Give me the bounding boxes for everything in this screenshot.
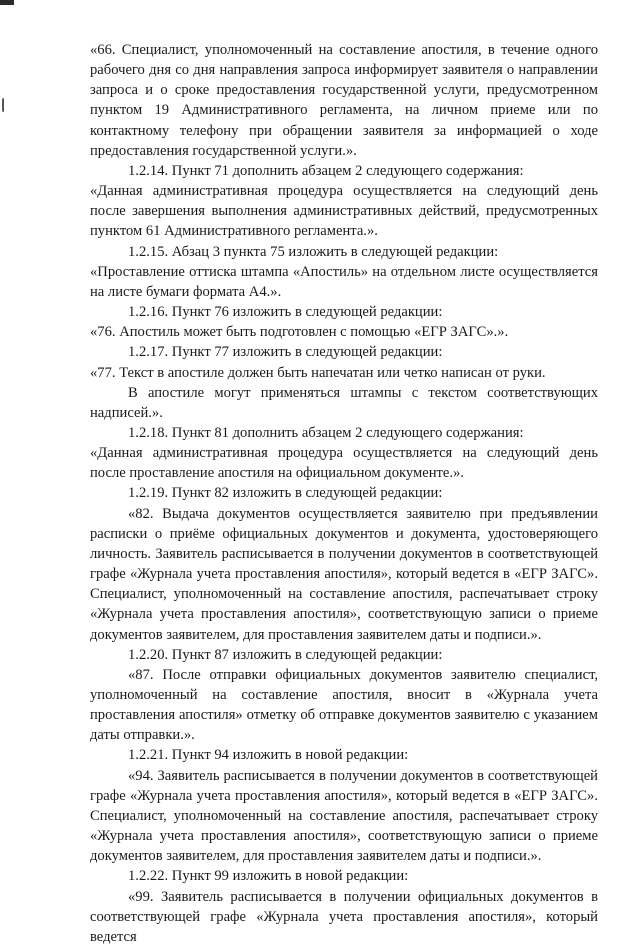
- amendment-1-2-15: 1.2.15. Абзац 3 пункта 75 изложить в следующей редакции:: [128, 243, 499, 260]
- paragraph-66: «66. Специалист, уполномоченный на составление апостиля, в течение одного рабочего дня со дня направления запроса информирует заявителя о направлении запроса и о сроке предоставления государственной услуги, предусмотренном пунктом 19 Административного регламента, на личном приеме или по контактному телефону при обращении заявителя за информацией о ходе предоставления государственной услуги.».: [90, 42, 598, 159]
- amendment-1-2-18: 1.2.18. Пункт 81 дополнить абзацем 2 следующего содержания:: [128, 424, 524, 441]
- paragraph-82-text: «82. Выдача документов осуществляется заявителю при предъявлении расписки о приёме официальных документов и документа, удостоверяющего личность. Заявитель расписывается в получении документов в соответствующей графе «Журнала учета проставления апостиля», который ведется в «ЕГР ЗАГС». Специалист, уполномоченный на составление апостиля, распечатывает строку «Журнала учета проставления апостиля», соответствующую записи о приеме документов заявителем, для проставления заявителем даты и подписи.».: [90, 505, 598, 643]
- paragraph-76-text: «76. Апостиль может быть подготовлен с помощью «ЕГР ЗАГС».».: [90, 324, 509, 341]
- amendment-1-2-20: 1.2.20. Пункт 87 изложить в следующей редакции:: [128, 646, 443, 663]
- paragraph-71-text: «Данная административная процедура осуществляется на следующий день после завершения выполнения административных действий, предусмотренных пунктом 61 Административного регламента.».: [90, 183, 598, 240]
- paragraph-75-text: «Проставление оттиска штампа «Апостиль» на отдельном листе осуществляется на листе бумаги формата А4.».: [90, 263, 598, 300]
- amendment-1-2-22: 1.2.22. Пункт 99 изложить в новой редакции:: [128, 868, 409, 885]
- amendment-1-2-19: 1.2.19. Пункт 82 изложить в следующей редакции:: [128, 485, 443, 502]
- paragraph-77-stamps: В апостиле могут применяться штампы с текстом соответствующих надписей.».: [90, 384, 598, 421]
- paragraph-77-text: «77. Текст в апостиле должен быть напечатан или четко написан от руки.: [90, 364, 546, 381]
- paragraph-99-text: «99. Заявитель расписывается в получении официальных документов в соответствующей графе «Журнала учета проставления апостиля», который ведется: [90, 888, 598, 945]
- amendment-1-2-17: 1.2.17. Пункт 77 изложить в следующей редакции:: [128, 344, 443, 361]
- scan-corner-mark: [0, 0, 14, 5]
- paragraph-81-text: «Данная административная процедура осуществляется на следующий день после проставление апостиля на официальном документе.».: [90, 445, 598, 482]
- amendment-1-2-21: 1.2.21. Пункт 94 изложить в новой редакции:: [128, 747, 409, 764]
- amendment-1-2-16: 1.2.16. Пункт 76 изложить в следующей редакции:: [128, 304, 443, 321]
- paragraph-94-text: «94. Заявитель расписывается в получении документов в соответствующей графе «Журнала учета проставления апостиля», который ведется в «ЕГР ЗАГС». Специалист, уполномоченный на составление апостиля, распечатывает строку «Журнала учета проставления апостиля», соответствующую записи о приеме документов заявителем, для проставления заявителем даты и подписи.».: [90, 767, 598, 865]
- document-body: [90, 40, 598, 947]
- margin-scan-mark: [2, 98, 7, 112]
- amendment-1-2-14: 1.2.14. Пункт 71 дополнить абзацем 2 следующего содержания:: [128, 162, 524, 179]
- paragraph-87-text: «87. После отправки официальных документов заявителю специалист, уполномоченный на составление апостиля, вносит в «Журнала учета проставления апостиля» отметку об отправке документов заявителю с указанием даты отправки.».: [90, 666, 598, 744]
